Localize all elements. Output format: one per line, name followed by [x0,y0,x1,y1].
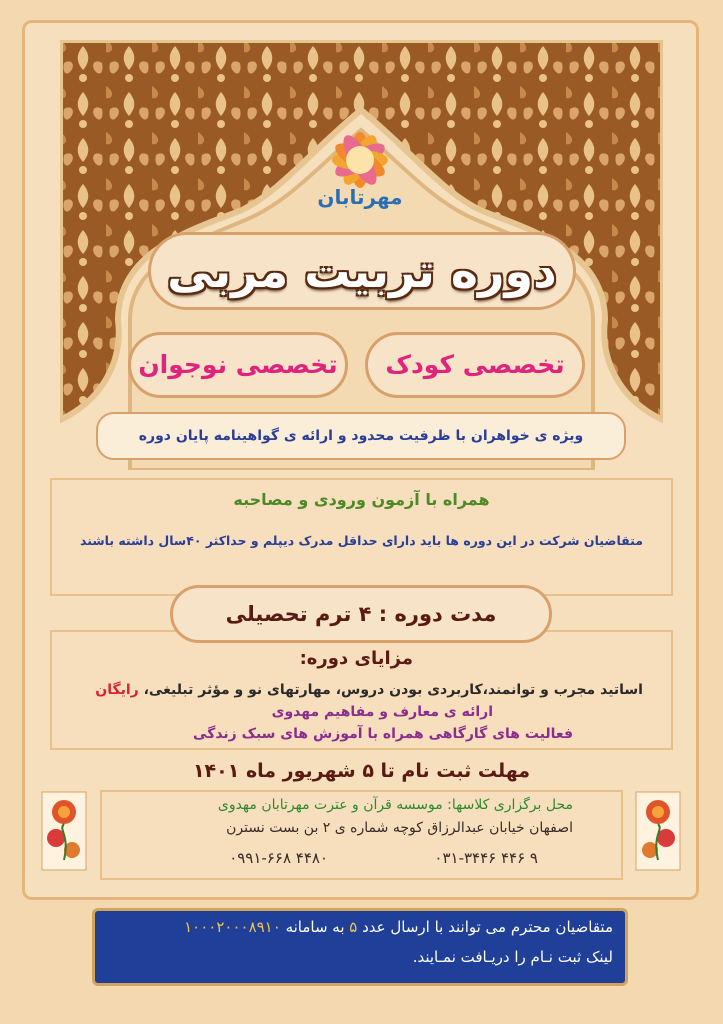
venue-line-1: محل برگزاری کلاسها: موسسه قرآن و عترت مهرتابان مهدوی [217,797,573,813]
sms-line-1 [184,918,613,936]
sms-text-mid: به سامانه [280,918,350,936]
title-pill [148,232,576,310]
phone-mobile: ۰۹۹۱-۶۶۸ ۴۴۸۰ [229,849,328,867]
sms-line-2: لینک ثبت نـام را دریـافت نمـایند. [412,948,613,966]
spec-child-pill [365,332,585,398]
advantage-item-1 [95,682,643,698]
registration-deadline: مهلت ثبت نام تا ۵ شهریور ماه ۱۴۰۱ [192,760,531,782]
requirements-line-1: همراه با آزمون ورودی و مصاحبه [233,490,490,509]
venue-line-2: اصفهان خیابان عبدالرزاق کوچه شماره ی ۲ بن بست نسترن [226,820,573,836]
advantage-item-2: ارائه ی معارف و مفاهیم مهدوی [271,704,493,720]
page-title: دوره تربیت مربی [167,244,557,298]
requirements-line-2: متقاضیان شرکت در این دوره ها باید دارای حداقل مدرک دیپلم و حداکثر ۴۰سال داشته باشند [80,533,643,548]
mehrtaban-logo [305,120,415,215]
spec-teen-pill [128,332,348,398]
advantages-title: مزایای دوره: [299,648,413,669]
phone-landline: ۰۳۱-۳۴۴۶ ۴۴۶ ۹ [434,849,538,867]
duration-pill [170,585,552,643]
free-badge: رایگان [95,682,139,698]
flower-ornament-left [40,790,88,872]
info-strip-text: ویژه ی خواهران با ظرفیت محدود و ارائه ی گواهینامه پایان دوره [138,428,584,444]
flower-ornament-right [634,790,682,872]
sms-text-pre: متقاضیان محترم می توانند با ارسال عدد [357,918,613,936]
advantage-item-3: فعالیت های گارگاهی همراه با آموزش های سبک زندگی [193,726,573,742]
sms-shortcode: ۱۰۰۰۲۰۰۰۸۹۱۰ [184,918,281,936]
spec-child-label: تخصصی کودک [385,350,565,379]
duration-text: مدت دوره : ۴ ترم تحصیلی [225,602,497,626]
logo-text: مهرتابان [317,185,403,209]
sms-number: ۵ [349,918,358,936]
advantage-item-1-text: اساتید مجرب و توانمند،کاربردی بودن دروس، مهارتهای نو و مؤثر تبلیغی، [138,682,643,698]
spec-teen-label: تخصصی نوجوان [138,350,338,379]
info-strip [96,412,626,460]
